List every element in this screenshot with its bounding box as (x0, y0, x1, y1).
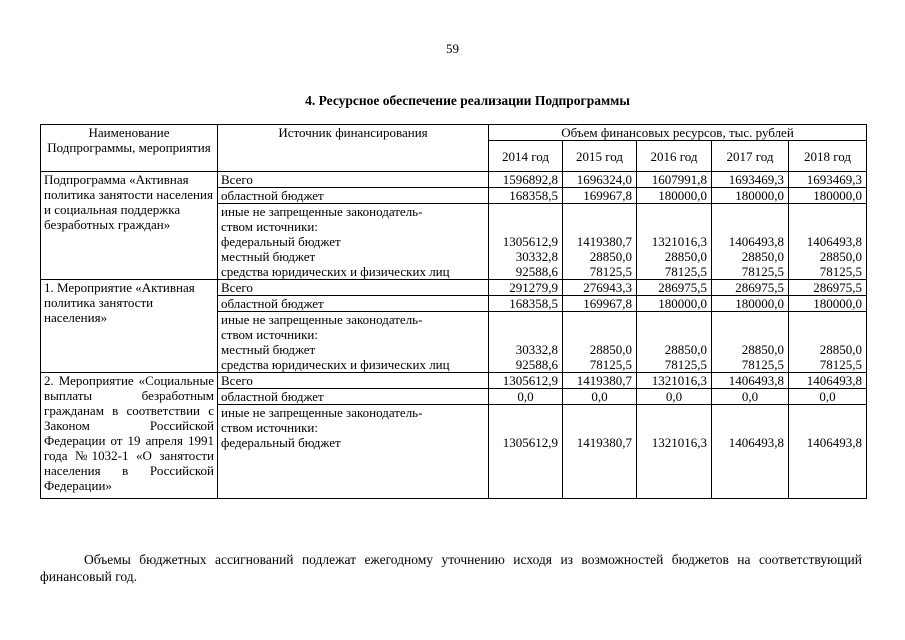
value-cell: 1696324,0 (563, 172, 637, 188)
value-cell: 291279,9 (489, 280, 563, 296)
table-row (41, 172, 867, 188)
source-line: местный бюджет (221, 249, 316, 264)
value-cell: 180000,0 (789, 188, 867, 204)
value-cell: 276943,3 (563, 280, 637, 296)
activity-1-name: 1. Мероприятие «Активная политика занятости населения» (41, 280, 218, 373)
page-number: 59 (446, 41, 459, 56)
source-cell (218, 405, 489, 499)
value-cell: 286975,5 (712, 280, 789, 296)
source-line: федеральный бюджет (221, 435, 341, 450)
value-cell: 0,0 (789, 389, 867, 405)
source-line: ством источники: (221, 420, 318, 435)
col-header-name: Наименование Подпрограммы, мероприятия (41, 125, 218, 172)
source-line: средства юридических и физических лиц (221, 264, 450, 279)
source-line: ством источники: (221, 219, 318, 234)
value-cell: 180000,0 (789, 296, 867, 312)
source-cell: областной бюджет (218, 296, 489, 312)
source-line: иные не запрещенные законодатель- (221, 204, 423, 219)
value-cell: 286975,5 (789, 280, 867, 296)
year-header: 2018 год (789, 141, 867, 172)
value-cell: 1419380,7 (563, 373, 637, 389)
value-cell: 169967,8 (563, 296, 637, 312)
table-row (41, 280, 867, 296)
value-cell: 180000,0 (712, 188, 789, 204)
value-cell: 1419380,7 28850,0 78125,5 (563, 204, 637, 280)
activity-2-name: 2. Мероприятие «Социальные выплаты безработным гражданам в соответствии с Законом Российской Федерации от 19 апреля 1991 года №1032-1 «О занятости населения в Российской Федерации» (41, 373, 218, 499)
value-cell: 1596892,8 (489, 172, 563, 188)
value-cell: 1406493,8 28850,0 78125,5 (712, 204, 789, 280)
col-header-volume: Объем финансовых ресурсов, тыс. рублей (489, 125, 867, 141)
value-cell: 1321016,3 (637, 405, 712, 499)
value-cell: 169967,8 (563, 188, 637, 204)
value-cell: 1321016,3 (637, 373, 712, 389)
year-header: 2014 год (489, 141, 563, 172)
section-title: 4. Ресурсное обеспечение реализации Подпрограммы (305, 93, 630, 108)
value-cell: 30332,8 92588,6 (489, 312, 563, 373)
value-cell: 1305612,9 (489, 373, 563, 389)
source-line: федеральный бюджет (221, 234, 341, 249)
value-cell: 1321016,3 28850,0 78125,5 (637, 204, 712, 280)
subprogram-name: Подпрограмма «Активная политика занятости населения и социальная поддержка безработных граждан» (41, 172, 218, 280)
year-header: 2015 год (563, 141, 637, 172)
value-cell: 180000,0 (637, 296, 712, 312)
source-line: местный бюджет (221, 342, 316, 357)
source-cell: Всего (218, 172, 489, 188)
source-cell: Всего (218, 373, 489, 389)
value-cell: 28850,0 78125,5 (789, 312, 867, 373)
value-cell: 1693469,3 (712, 172, 789, 188)
value-cell: 28850,0 78125,5 (637, 312, 712, 373)
source-line: иные не запрещенные законодатель- (221, 405, 423, 420)
resource-table (40, 124, 867, 499)
value-cell: 0,0 (563, 389, 637, 405)
value-cell: 180000,0 (712, 296, 789, 312)
year-header: 2016 год (637, 141, 712, 172)
value-cell: 0,0 (489, 389, 563, 405)
value-cell: 180000,0 (637, 188, 712, 204)
source-cell: областной бюджет (218, 389, 489, 405)
source-cell (218, 312, 489, 373)
table-row (41, 373, 867, 389)
value-cell: 28850,0 78125,5 (712, 312, 789, 373)
value-cell: 0,0 (712, 389, 789, 405)
value-cell: 28850,0 78125,5 (563, 312, 637, 373)
value-cell: 168358,5 (489, 296, 563, 312)
source-line: иные не запрещенные законодатель- (221, 312, 423, 327)
value-cell: 1406493,8 (789, 373, 867, 389)
header-row (41, 125, 867, 141)
footer-note: Объемы бюджетных ассигнований подлежат ежегодному уточнению исходя из возможностей бюджетов на соответствующий финансовый год. (40, 552, 862, 584)
value-cell: 286975,5 (637, 280, 712, 296)
year-header: 2017 год (712, 141, 789, 172)
value-cell: 1607991,8 (637, 172, 712, 188)
value-cell: 168358,5 (489, 188, 563, 204)
value-cell: 1693469,3 (789, 172, 867, 188)
col-header-source: Источник финансирования (218, 125, 489, 172)
source-cell: Всего (218, 280, 489, 296)
value-cell: 1406493,8 (712, 373, 789, 389)
source-cell (218, 204, 489, 280)
value-cell: 1406493,8 28850,0 78125,5 (789, 204, 867, 280)
source-line: ством источники: (221, 327, 318, 342)
source-cell: областной бюджет (218, 188, 489, 204)
value-cell: 1305612,9 30332,8 92588,6 (489, 204, 563, 280)
value-cell: 0,0 (637, 389, 712, 405)
value-cell: 1406493,8 (712, 405, 789, 499)
source-line: средства юридических и физических лиц (221, 357, 450, 372)
value-cell: 1419380,7 (563, 405, 637, 499)
value-cell: 1305612,9 (489, 405, 563, 499)
value-cell: 1406493,8 (789, 405, 867, 499)
